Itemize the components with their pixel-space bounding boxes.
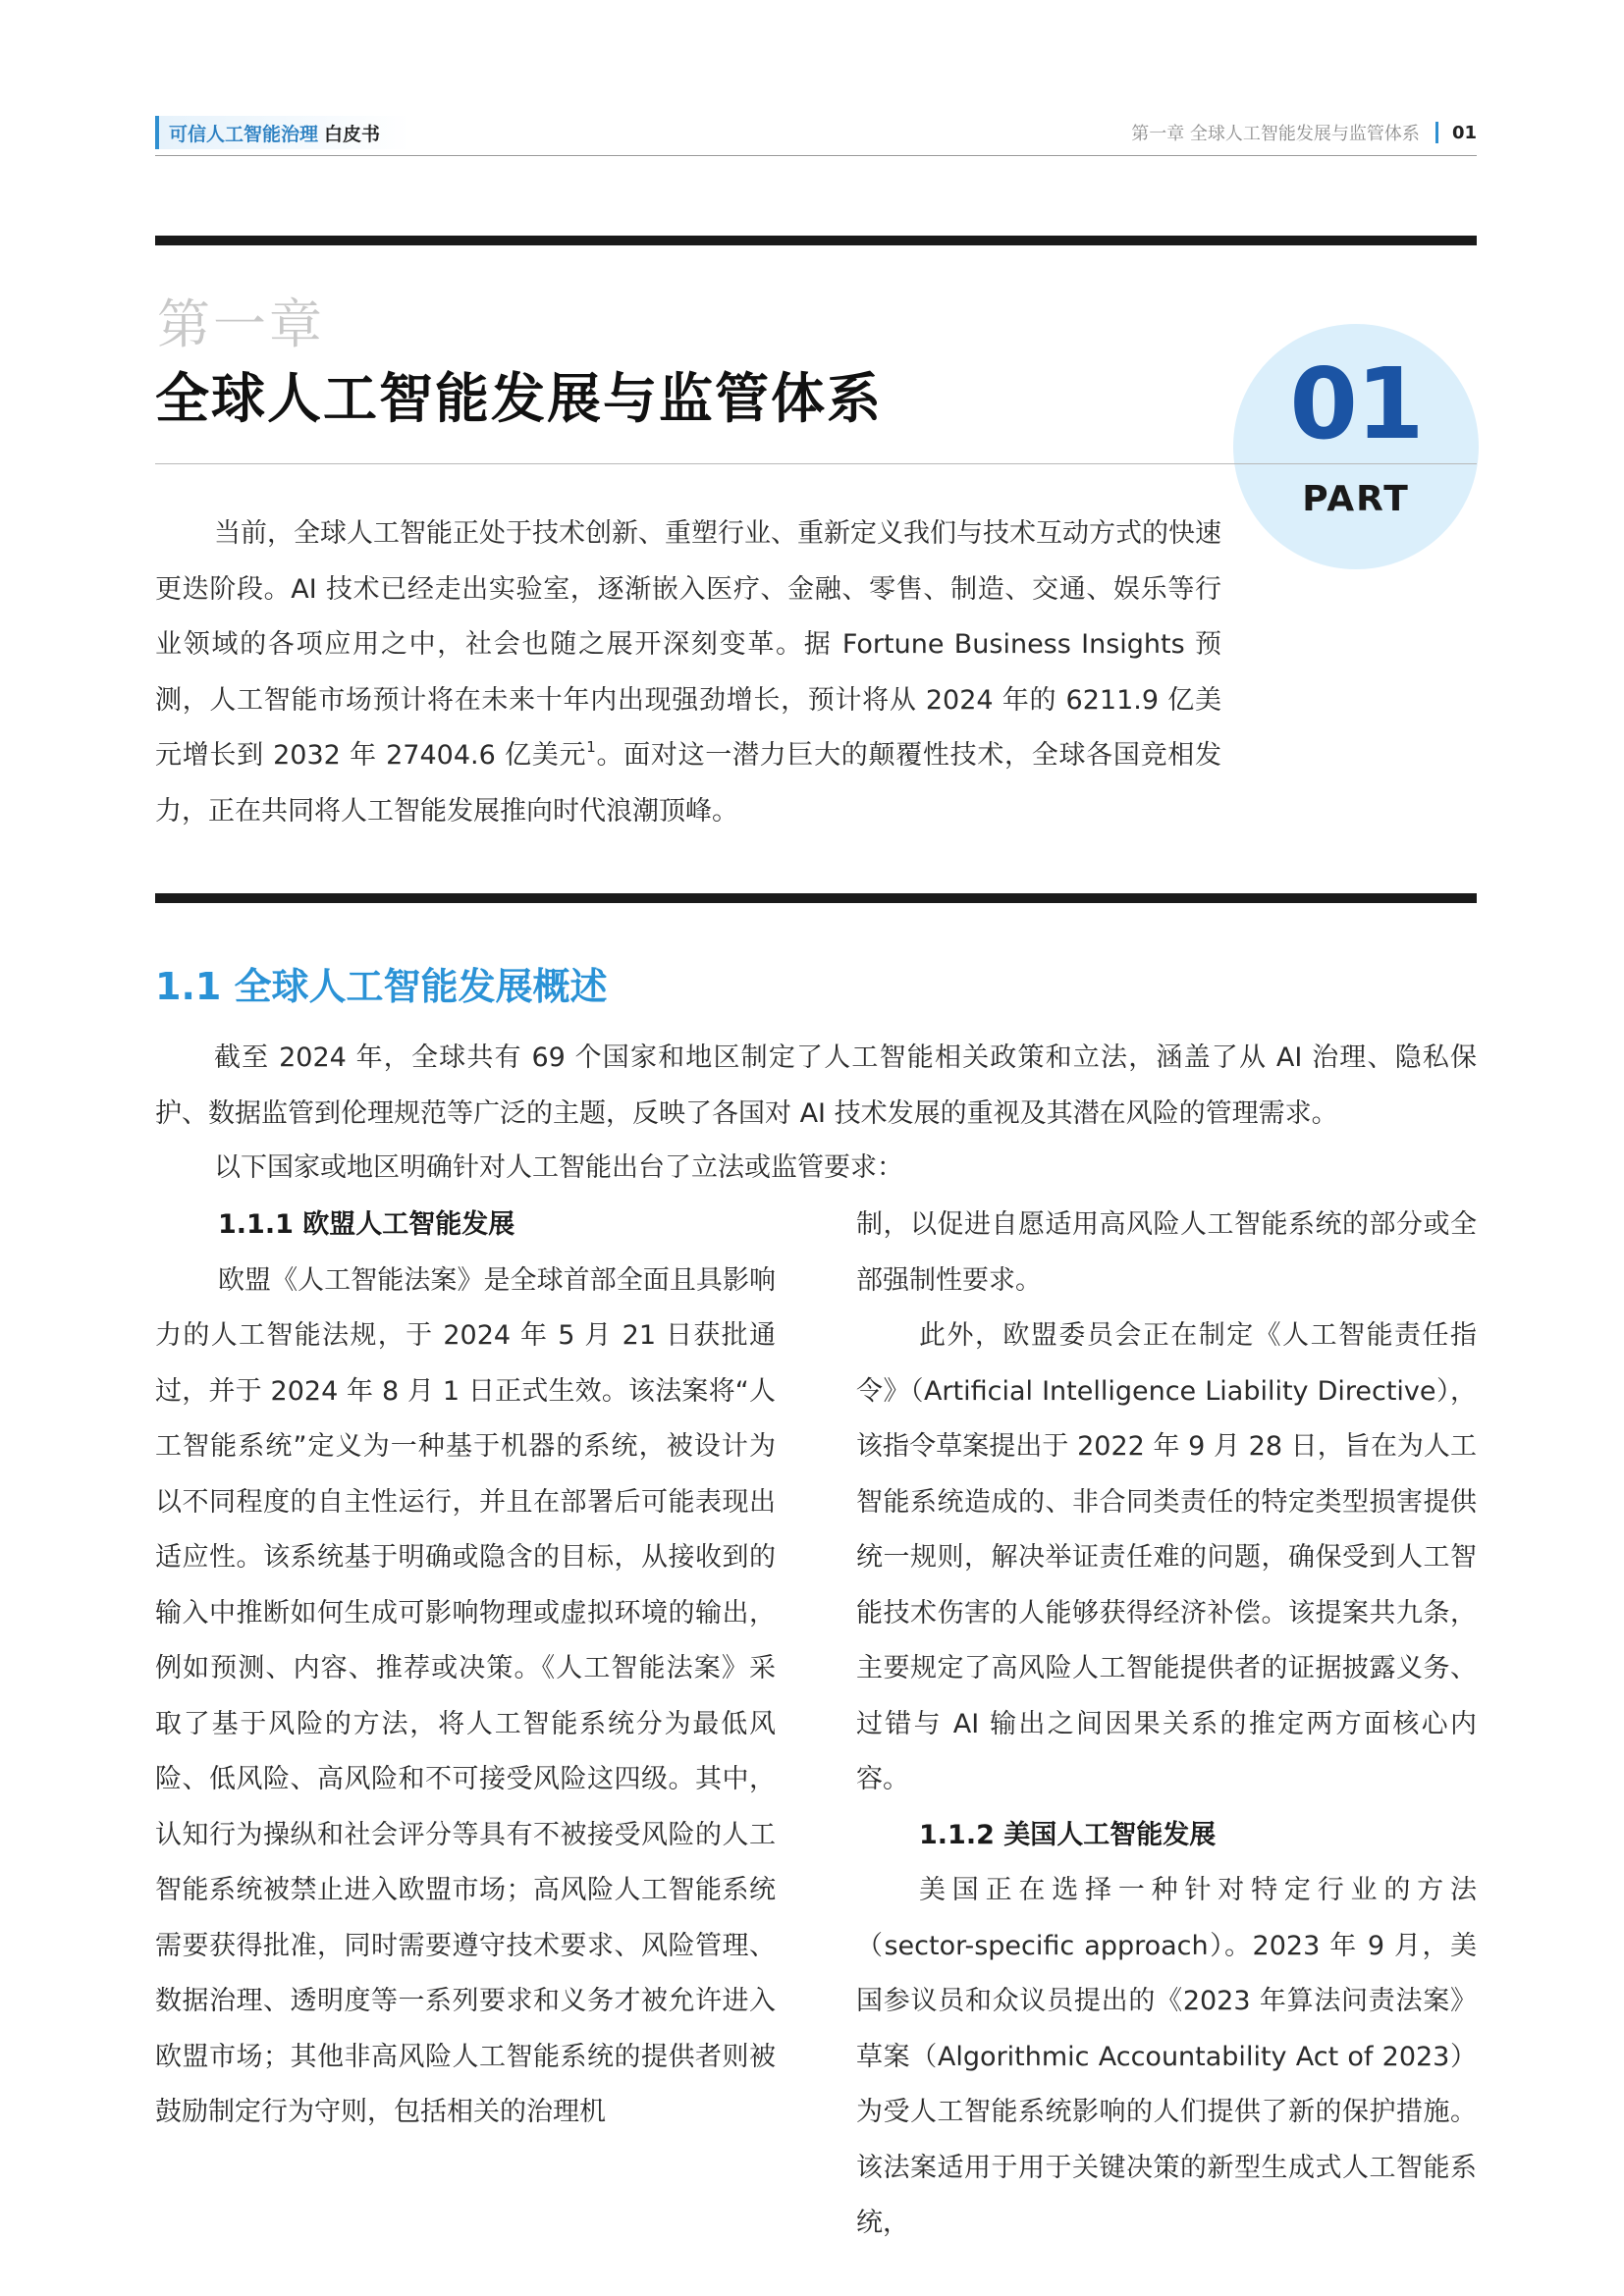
chapter-title: 全球人工智能发展与监管体系 <box>155 367 884 430</box>
part-word: PART <box>1302 479 1410 519</box>
chapter-top-bar <box>155 236 1477 245</box>
subsection-title-us: 1.1.2 美国人工智能发展 <box>919 1819 1217 1850</box>
chapter-title-rule <box>155 463 1477 464</box>
part-number: 01 <box>1289 347 1423 461</box>
left-column <box>155 1198 776 2141</box>
section-paragraph-1: 截至 2024 年，全球共有 69 个国家和地区制定了人工智能相关政策和立法，涵盖了从 AI 治理、隐私保护、数据监管到伦理规范等广泛的主题，反映了各国对 AI 技术发展的重视及其潜在风险的管理需求。 <box>155 1042 1477 1129</box>
running-header-doc-title <box>155 116 410 149</box>
intro-text-tail: 。面对这一潜力巨大的颠覆性技术，全球各国竞相发力，正在共同将人工智能发展推向时代浪潮顶峰。 <box>155 740 1221 827</box>
header-separator <box>1435 122 1438 143</box>
running-header-chapter-title: 第一章 全球人工智能发展与监管体系 <box>1131 124 1420 144</box>
page-number: 01 <box>1451 122 1477 143</box>
doc-title-primary: 可信人工智能治理 <box>169 123 319 145</box>
intro-paragraph <box>155 507 1221 839</box>
doc-title-secondary: 白皮书 <box>324 123 381 145</box>
section-paragraph-2: 以下国家或地区明确针对人工智能出台了立法或监管要求： <box>214 1152 903 1183</box>
chapter-label: 第一章 <box>157 294 325 355</box>
eu-ai-act-paragraph: 欧盟《人工智能法案》是全球首部全面且具影响力的人工智能法规，于 2024 年 5 月 21 日获批通过，并于 2024 年 8 月 1 日正式生效。该法案将“人工智能系统”定义为一种基于机器的系统，被设计为以不同程度的自主性运行，并且在部署后可能表现出适应性。该系统基于明确或隐含的目标，从接收到的输入中推断如何生成可影响物理或虚拟环境的输出，例如预测、内容、推荐或决策。《人工智能法案》采取了基于风险的方法，将人工智能系统分为最低风险、低风险、高风险和不可接受风险这四级。其中，认知行为操纵和社会评分等具有不被接受风险的人工智能系统被禁止进入欧盟市场；高风险人工智能系统需要获得批准，同时需要遵守技术要求、风险管理、数据治理、透明度等一系列要求和义务才被允许进入欧盟市场；其他非高风险人工智能系统的提供者则被鼓励制定行为守则，包括相关的治理机 <box>155 1264 776 2127</box>
section-divider-bar <box>155 893 1477 903</box>
running-header-chapter <box>1131 118 1477 147</box>
right-column <box>856 1198 1477 2252</box>
section-title: 1.1 全球人工智能发展概述 <box>155 965 608 1008</box>
us-paragraph: 美国正在选择一种针对特定行业的方法（sector-specific approach）。2023 年 9 月，美国参议员和众议员提出的《2023 年算法问责法案》草案（Algorithmic Accountability Act of 2023）为受人工智能系统影响的人们提供了新的保护措施。该法案适用于用于关键决策的新型生成式人工智能系统， <box>856 1875 1477 2238</box>
eu-liability-paragraph: 此外，欧盟委员会正在制定《人工智能责任指令》（Artificial Intelligence Liability Directive），该指令草案提出于 2022 年 9 月 28 日，旨在为人工智能系统造成的、非合同类责任的特定类型损害提供统一规则，解决举证责任难的问题，确保受到人工智能技术伤害的人能够获得经济补偿。该提案共九条，主要规定了高风险人工智能提供者的证据披露义务、过错与 AI 输出之间因果关系的推定两方面核心内容。 <box>856 1320 1477 1794</box>
footnote-marker: 1 <box>586 738 596 756</box>
eu-paragraph-continuation: 制，以促进自愿适用高风险人工智能系统的部分或全部强制性要求。 <box>856 1209 1477 1296</box>
intro-text: 当前，全球人工智能正处于技术创新、重塑行业、重新定义我们与技术互动方式的快速更迭阶段。AI 技术已经走出实验室，逐渐嵌入医疗、金融、零售、制造、交通、娱乐等行业领域的各项应用之中，社会也随之展开深刻变革。据 Fortune Business Insights 预测，人工智能市场预计将在未来十年内出现强劲增长，预计将从 2024 年的 6211.9 亿美元增长到 2032 年 27404.6 亿美元 <box>155 518 1221 771</box>
header-rule <box>155 155 1477 156</box>
subsection-title-eu: 1.1.1 欧盟人工智能发展 <box>218 1209 515 1240</box>
